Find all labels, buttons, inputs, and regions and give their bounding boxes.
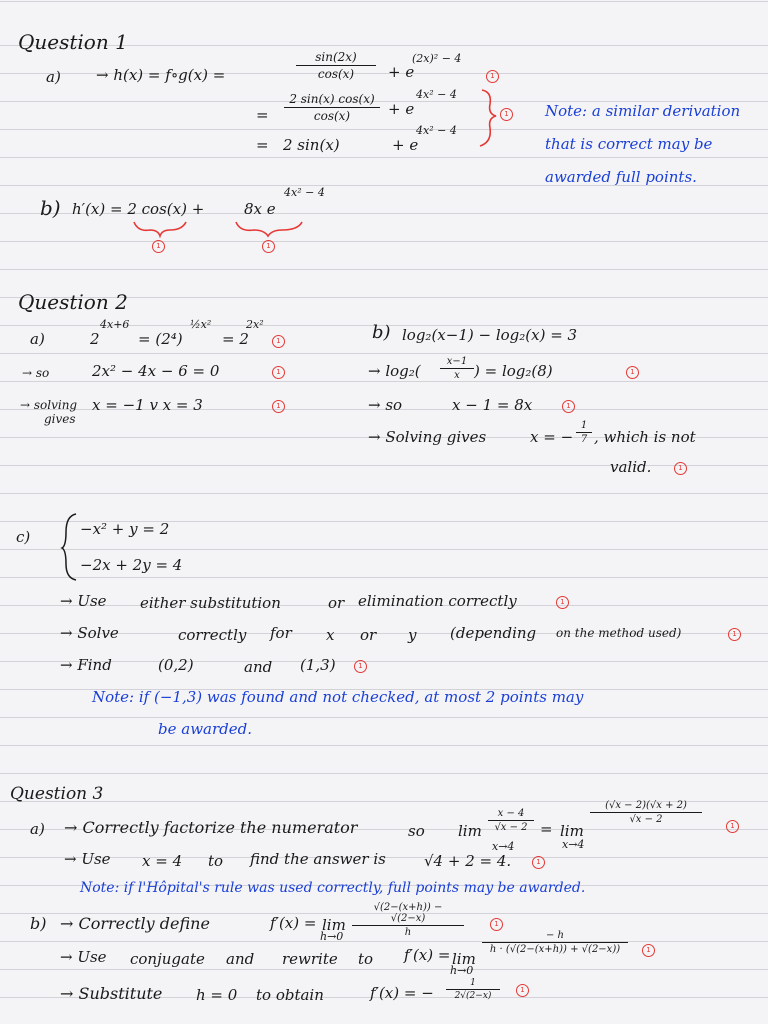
q2b-line2a: → log₂( xyxy=(368,362,421,380)
q1a-label: a) xyxy=(46,68,61,86)
q2b-answer-den: 7 xyxy=(580,434,588,445)
q3b-f3-num: 1 xyxy=(446,978,500,990)
q2c-step1a: → Use xyxy=(60,592,107,610)
q3-note: Note: if l'Hôpital's rule was used correctly, full points may be awarded. xyxy=(80,880,586,896)
q2c-step3b: (0,2) xyxy=(158,656,194,674)
q2c-step2f: y xyxy=(408,626,417,644)
q1a-plus-1: + e xyxy=(388,63,415,81)
mark-q2c-1: 1 xyxy=(556,596,569,609)
q2c-step2c: for xyxy=(270,624,292,642)
mark-q2b-1: 1 xyxy=(626,366,639,379)
q3a-f2-num: (√x − 2)(√x + 2) xyxy=(590,800,702,813)
q3a-eq: = xyxy=(540,820,553,838)
q1a-num-1: sin(2x) xyxy=(296,50,376,66)
q1a-eq-2: = xyxy=(256,106,269,124)
q1-note-line-1: Note: a similar derivation xyxy=(545,102,741,120)
q2a-line1-exp2: ½x² xyxy=(190,318,212,331)
q3a-step2c: to xyxy=(208,852,224,870)
q2c-step3a: → Find xyxy=(60,656,112,674)
q3b-fraction-3 xyxy=(446,978,500,1001)
mark-q3b-3: 1 xyxy=(516,984,529,997)
q3b-step2d: rewrite xyxy=(282,950,338,968)
q2a-line1-rest: = (2⁴) xyxy=(138,330,183,348)
q3a-sub-1: x→4 xyxy=(492,840,515,853)
q2a-line1-base: 2 xyxy=(90,330,100,348)
q1-brace xyxy=(480,90,496,146)
q2a-line1-exp: 4x+6 xyxy=(100,318,130,331)
q2c-step3c: and xyxy=(244,658,273,676)
q2b-line3b: x − 1 = 8x xyxy=(452,396,533,414)
mark-q2a-1: 1 xyxy=(272,335,285,348)
q3a-step2e: √4 + 2 = 4. xyxy=(424,852,512,870)
q2c-step2a: → Solve xyxy=(60,624,119,642)
q3b-f1-den: h xyxy=(404,927,412,938)
q1a-plus-3: + e xyxy=(392,136,419,154)
q3a-step1b: so xyxy=(408,822,425,840)
q3b-sub-1: h→0 xyxy=(320,930,344,943)
q2c-eq2: −2x + 2y = 4 xyxy=(80,556,183,574)
mark-q1b-1: 1 xyxy=(152,240,165,253)
q2b-fraction xyxy=(440,356,474,381)
mark-q2c-2: 1 xyxy=(728,628,741,641)
mark-q1b-2: 1 xyxy=(262,240,275,253)
q2b-line4a: → Solving gives xyxy=(368,428,487,446)
mark-q3a-2: 1 xyxy=(532,856,545,869)
q3a-sub-2: x→4 xyxy=(562,838,585,851)
q2b-label: b) xyxy=(372,322,391,343)
mark-q2b-3: 1 xyxy=(674,462,687,475)
q3b-step2a: → Use xyxy=(60,948,107,966)
q1b-exp: 4x² − 4 xyxy=(284,186,325,199)
q2a-line2: 2x² − 4x − 6 = 0 xyxy=(92,362,220,380)
q3a-step1a: → Correctly factorize the numerator xyxy=(64,818,358,837)
q2b-line4c: , which is not xyxy=(594,428,696,446)
q1a-den-1: cos(x) xyxy=(317,67,355,81)
q2a-so: → so xyxy=(22,366,50,380)
q3a-f1-den: √x − 2 xyxy=(494,822,528,833)
mark-q3b-1: 1 xyxy=(490,918,503,931)
q2c-step2g: (depending xyxy=(450,624,537,642)
q3b-step2e: to xyxy=(358,950,374,968)
q3b-step3d: f′(x) = − xyxy=(370,984,434,1002)
q2b-line4b: x = − xyxy=(530,428,574,446)
q1b-expr: h′(x) = 2 cos(x) + xyxy=(72,200,205,218)
q3a-f2-den: √x − 2 xyxy=(629,814,663,825)
q3b-step2c: and xyxy=(226,950,255,968)
mark-q2c-3: 1 xyxy=(354,660,367,673)
q3a-f1-num: x − 4 xyxy=(488,808,534,821)
q2b-line3a: → so xyxy=(368,396,403,414)
q2a-line1-exp3: 2x² xyxy=(246,318,264,331)
q1-note-line-3: awarded full points. xyxy=(545,168,697,186)
q3a-step2a: → Use xyxy=(64,850,111,868)
q3b-step2f: f′(x) = xyxy=(404,946,451,964)
mark-q2b-2: 1 xyxy=(562,400,575,413)
q3-title: Question 3 xyxy=(10,784,104,804)
q2b-answer-fraction xyxy=(576,420,592,445)
q2a-label: a) xyxy=(30,330,45,348)
q3a-fraction-2 xyxy=(590,800,702,825)
q2-note-line-2: be awarded. xyxy=(158,720,252,738)
q1b-underline-brace-2 xyxy=(236,222,302,236)
q1-note-line-2: that is correct may be xyxy=(545,135,713,153)
q2c-step2e: or xyxy=(360,626,377,644)
q1a-num-2: 2 sin(x) cos(x) xyxy=(284,92,380,108)
q1a-exp-3: 4x² − 4 xyxy=(416,124,457,137)
q2c-step2h: on the method used) xyxy=(556,626,682,640)
mark-q3a-1: 1 xyxy=(726,820,739,833)
q2c-step1c: or xyxy=(328,594,345,612)
q2c-step3d: (1,3) xyxy=(300,656,336,674)
q2c-step1d: elimination correctly xyxy=(358,592,517,610)
q2a-gives: gives xyxy=(44,412,76,426)
q2c-system-brace xyxy=(62,514,76,580)
q2b-frac-num: x−1 xyxy=(440,356,474,369)
q2c-step2b: correctly xyxy=(178,626,247,644)
q3a-fraction-1 xyxy=(488,808,534,833)
q2b-answer-num: 1 xyxy=(576,420,592,433)
q2a-solving: → solving xyxy=(20,398,78,412)
q2c-eq1: −x² + y = 2 xyxy=(80,520,170,538)
q3b-lim-1: lim xyxy=(322,916,346,934)
q2c-step2d: x xyxy=(326,626,335,644)
mark-q2a-3: 1 xyxy=(272,400,285,413)
q1a-fraction-2 xyxy=(284,92,380,123)
q3b-f2-num: − h xyxy=(482,930,628,943)
q1b-underline-brace-1 xyxy=(134,222,186,236)
q1a-den-2: cos(x) xyxy=(313,109,351,123)
q1b-label: b) xyxy=(40,196,61,220)
mark-q2a-2: 1 xyxy=(272,366,285,379)
q2-note-line-1: Note: if (−1,3) was found and not checked, at most 2 points may xyxy=(92,688,584,706)
q2c-step1b: either substitution xyxy=(140,594,281,612)
q3a-label: a) xyxy=(30,820,45,838)
q3b-label: b) xyxy=(30,914,47,933)
q1a-term-3: 2 sin(x) xyxy=(283,136,340,154)
q3b-step1b: f′(x) = xyxy=(270,914,317,932)
q3b-f2-den: h · (√(2−(x+h)) + √(2−x)) xyxy=(489,944,621,955)
q1a-lhs: → h(x) = f∘g(x) = xyxy=(96,66,226,84)
q2c-label: c) xyxy=(16,528,31,546)
q2a-line1-end: = 2 xyxy=(222,330,249,348)
q1a-plus-2: + e xyxy=(388,100,415,118)
q3b-fraction-2 xyxy=(482,930,628,955)
q2b-line5: valid. xyxy=(610,458,652,476)
q3b-f1-num: √(2−(x+h)) − √(2−x) xyxy=(352,902,464,926)
q3b-sub-2: h→0 xyxy=(450,964,474,977)
q3b-step3b: h = 0 xyxy=(196,986,238,1004)
q2-title: Question 2 xyxy=(18,290,128,314)
q3b-lim-2: lim xyxy=(452,950,476,968)
q3b-step1a: → Correctly define xyxy=(60,914,210,933)
q1a-fraction-1 xyxy=(296,50,376,81)
q3b-fraction-1 xyxy=(352,902,464,938)
q2b-line1: log₂(x−1) − log₂(x) = 3 xyxy=(402,326,578,344)
q3a-lim-1: lim xyxy=(458,822,482,840)
q1a-exp-1: (2x)² − 4 xyxy=(412,52,462,65)
q3b-step2b: conjugate xyxy=(130,950,205,968)
q3b-step3a: → Substitute xyxy=(60,984,163,1003)
mark-q1a-1: 1 xyxy=(486,70,499,83)
q3a-step2d: find the answer is xyxy=(250,850,386,868)
mark-q3b-2: 1 xyxy=(642,944,655,957)
q3a-lim-2: lim xyxy=(560,822,584,840)
q1a-exp-2: 4x² − 4 xyxy=(416,88,457,101)
q3b-step3c: to obtain xyxy=(256,986,324,1004)
q3a-step2b: x = 4 xyxy=(142,852,183,870)
q2b-line2b: ) = log₂(8) xyxy=(474,362,553,380)
q3b-f3-den: 2√(2−x) xyxy=(454,991,492,1001)
q2b-frac-den: x xyxy=(454,370,460,381)
q1-title: Question 1 xyxy=(18,30,128,54)
q1b-term-2: 8x e xyxy=(244,200,276,218)
q1a-eq-3: = xyxy=(256,136,269,154)
q2a-line3: x = −1 v x = 3 xyxy=(92,396,203,414)
mark-q1a-2: 1 xyxy=(500,108,513,121)
